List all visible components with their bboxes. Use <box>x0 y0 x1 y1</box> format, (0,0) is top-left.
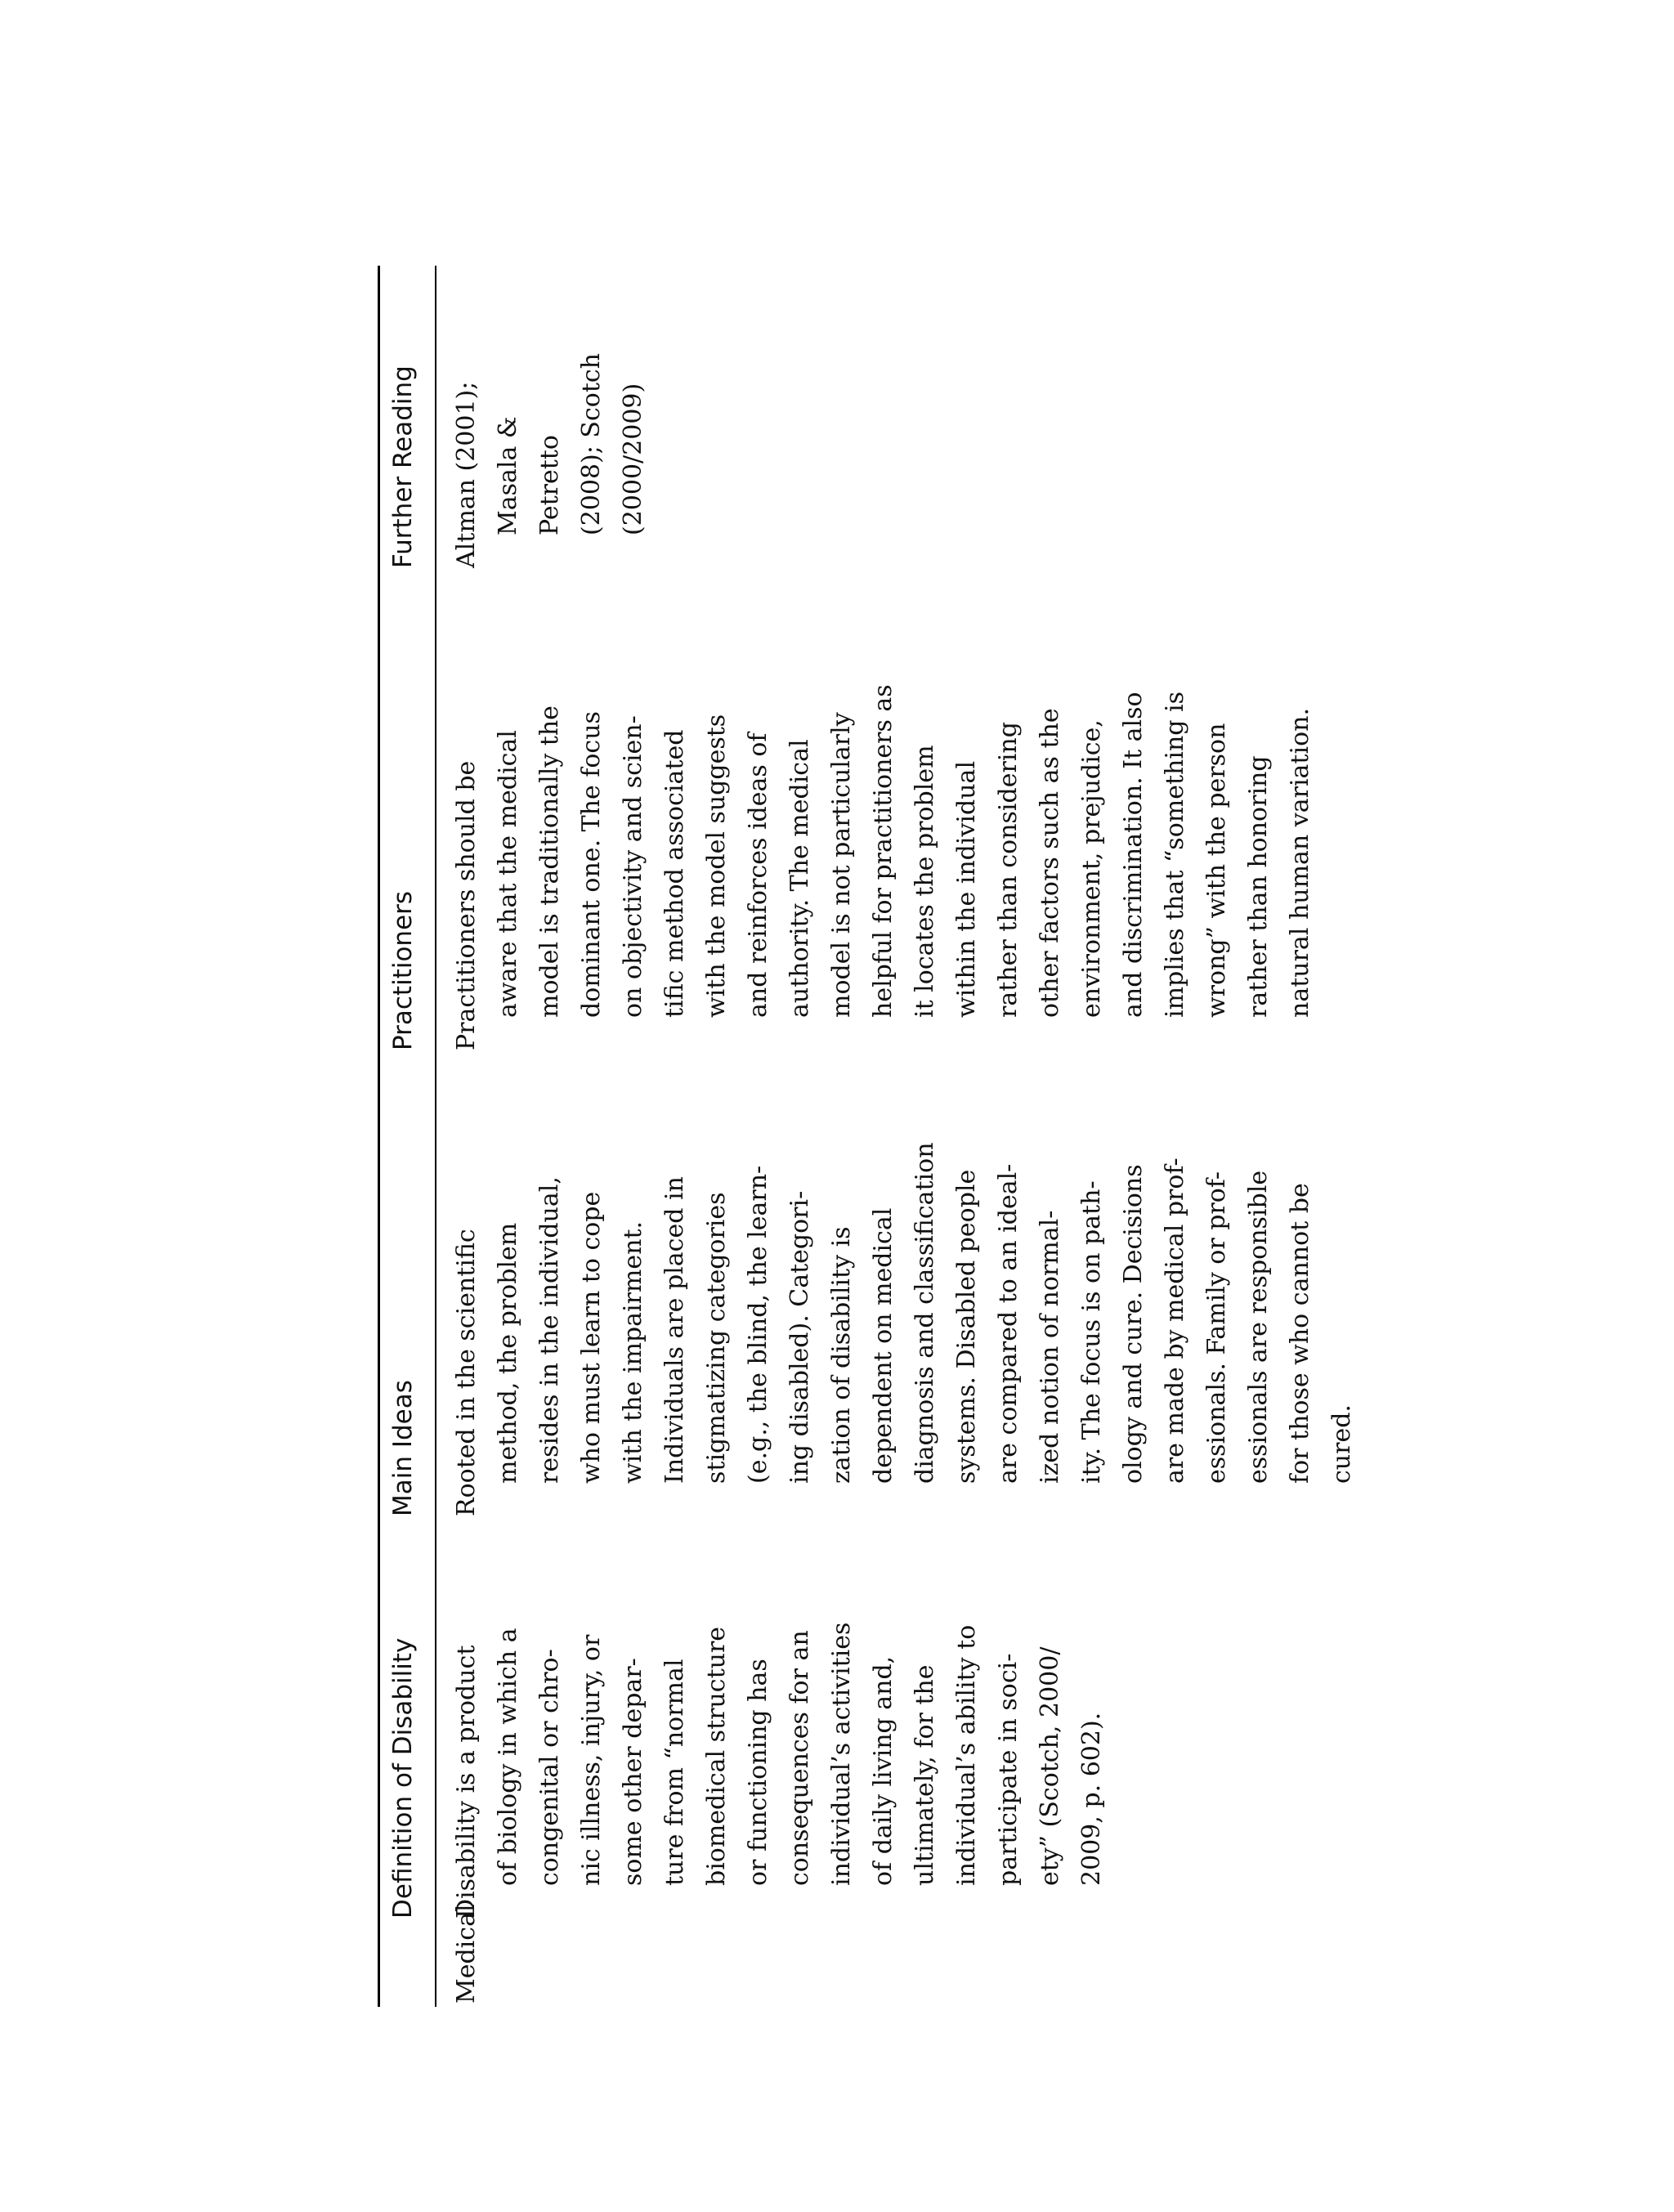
cell-text-line: natural human variation. <box>1286 708 1314 1018</box>
cell-text-line: helpful for practitioners as <box>869 684 897 1018</box>
cell-text-line: consequences for an <box>786 1630 814 1886</box>
cell-text-line: for those who cannot be <box>1286 1183 1314 1484</box>
cell-definition <box>445 1623 1112 1919</box>
cell-text-line: cured. <box>1327 1404 1356 1484</box>
cell-text-line: ultimately, for the <box>911 1664 939 1886</box>
cell-text-line: ture from “normal <box>660 1659 689 1886</box>
cell-text-line: some other depar- <box>619 1658 647 1886</box>
model-label: Medical <box>452 1904 481 2004</box>
header-definition-of-disability: Definition of Disability <box>388 1637 418 1919</box>
cell-text-line: ing disabled). Categori- <box>786 1190 814 1484</box>
table-top-rule <box>378 266 380 2007</box>
cell-text-line: biomedical structure <box>702 1626 731 1886</box>
cell-text-line: essionals. Family or prof- <box>1202 1171 1231 1484</box>
cell-text-line: Rooted in the scientific <box>452 1229 481 1516</box>
cell-main-ideas <box>445 1142 1363 1516</box>
cell-text-line: participate in soci- <box>994 1653 1023 1886</box>
cell-text-line: Individuals are placed in <box>660 1176 689 1484</box>
cell-text-line: dominant one. The focus <box>577 711 606 1018</box>
cell-text-line: resides in the individual, <box>535 1176 564 1484</box>
cell-text-line: or functioning has <box>744 1659 772 1886</box>
cell-further-reading <box>445 353 654 568</box>
cell-text-line: zation of disability is <box>827 1226 856 1484</box>
cell-text-line: systems. Disabled people <box>952 1169 981 1484</box>
cell-text-line: diagnosis and classification <box>911 1142 939 1484</box>
cell-text-line: Altman (2001); <box>452 381 481 568</box>
cell-text-line: it locates the problem <box>911 745 939 1018</box>
cell-text-line: rather than honoring <box>1244 755 1273 1018</box>
cell-text-line: ized notion of normal- <box>1036 1210 1064 1484</box>
cell-text-line: are compared to an ideal- <box>994 1163 1023 1484</box>
cell-text-line: who must learn to cope <box>577 1191 606 1484</box>
header-main-ideas: Main Ideas <box>388 1380 418 1516</box>
cell-text-line: model is traditionally the <box>535 705 564 1018</box>
cell-text-line: rather than considering <box>994 722 1023 1018</box>
cell-text-line: Disability is a product <box>452 1645 481 1919</box>
cell-text-line: wrong” with the person <box>1202 723 1231 1018</box>
cell-text-line: and discrimination. It also <box>1119 692 1148 1018</box>
cell-text-line: ity. The focus is on path- <box>1077 1180 1106 1484</box>
cell-text-line: of biology in which a <box>494 1628 522 1886</box>
cell-text-line: of daily living and, <box>869 1655 897 1886</box>
cell-text-line: model is not particularly <box>827 712 856 1018</box>
cell-text-line: method, the problem <box>494 1222 522 1484</box>
header-further-reading: Further Reading <box>388 365 418 568</box>
cell-text-line: (e.g., the blind, the learn- <box>744 1165 772 1484</box>
cell-text-line: authority. The medical <box>786 739 814 1018</box>
rotated-table <box>327 266 1356 2007</box>
cell-text-line: environment, prejudice, <box>1077 719 1106 1018</box>
cell-text-line: essionals are responsible <box>1244 1170 1273 1484</box>
cell-text-line: Masala & <box>494 416 522 535</box>
cell-text-line: with the impairment. <box>619 1220 647 1484</box>
cell-text-line: on objectivity and scien- <box>619 715 647 1018</box>
cell-text-line: individual’s activities <box>827 1622 856 1886</box>
cell-text-line: aware that the medical <box>494 730 522 1018</box>
header-practitioners: Practitioners <box>388 890 418 1050</box>
cell-text-line: ety” (Scotch, 2000/ <box>1036 1646 1064 1886</box>
table-header-rule <box>435 266 436 2007</box>
cell-text-line: with the model suggests <box>702 714 731 1018</box>
cell-text-line: Petretto <box>535 435 564 535</box>
cell-text-line: 2009, p. 602). <box>1077 1712 1106 1886</box>
cell-text-line: Practitioners should be <box>452 760 481 1050</box>
cell-text-line: other factors such as the <box>1036 708 1064 1018</box>
cell-text-line: dependent on medical <box>869 1207 897 1484</box>
cell-text-line: (2000/2009) <box>619 383 647 535</box>
cell-text-line: stigmatizing categories <box>702 1192 731 1484</box>
cell-text-line: (2008); Scotch <box>577 353 606 535</box>
cell-practitioners <box>445 684 1321 1050</box>
cell-text-line: within the individual <box>952 760 981 1018</box>
cell-text-line: are made by medical prof- <box>1161 1157 1189 1484</box>
cell-text-line: individual’s ability to <box>952 1624 981 1886</box>
cell-text-line: and reinforces ideas of <box>744 732 772 1018</box>
cell-model-name <box>445 1904 487 2004</box>
cell-text-line: tific method associated <box>660 729 689 1018</box>
cell-text-line: ology and cure. Decisions <box>1119 1164 1148 1484</box>
cell-text-line: implies that “something is <box>1161 692 1189 1018</box>
cell-text-line: congenital or chro- <box>535 1649 564 1886</box>
cell-text-line: nic illness, injury, or <box>577 1634 606 1886</box>
